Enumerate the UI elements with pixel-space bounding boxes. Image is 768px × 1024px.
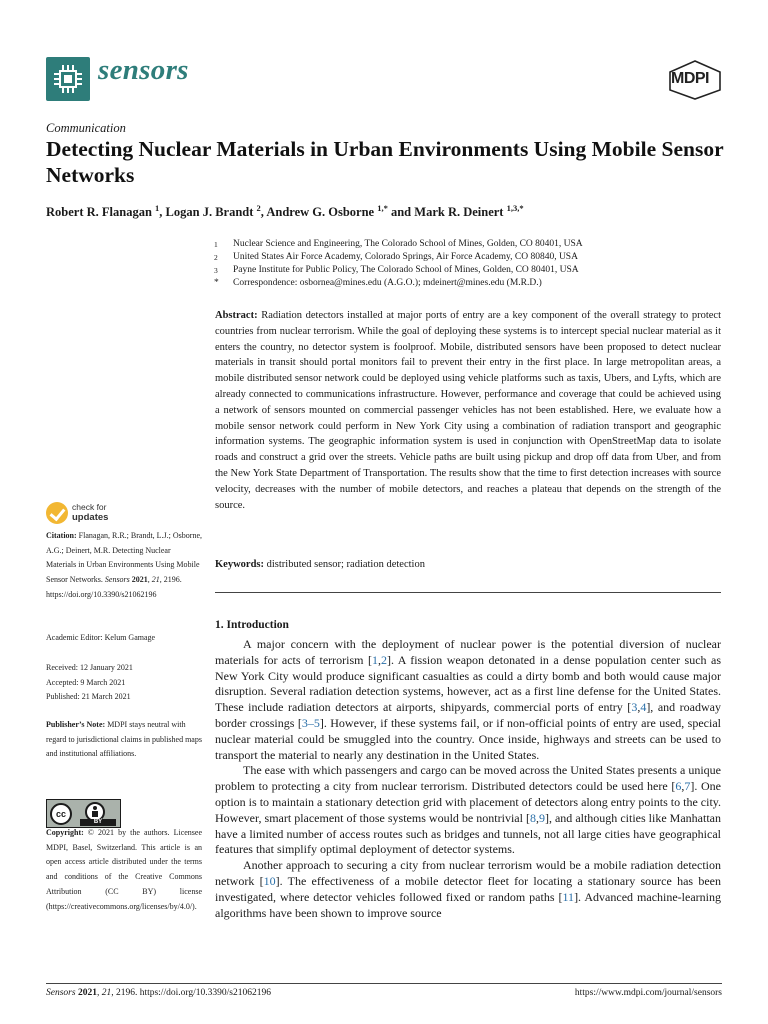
citation-link[interactable]: 7 (684, 779, 691, 794)
citation-journal: Sensors (104, 575, 130, 585)
affiliation-item (214, 264, 724, 277)
sensors-chip-icon (46, 57, 90, 101)
author-name: Mark R. Deinert (414, 205, 504, 220)
citation-link[interactable]: 3 (631, 700, 638, 715)
intro-text: ], and although cities like Manhattan have a limited number of access routes such as bridges and tunnels, not all large cities have geographical features that simplify optimal deployment of detector systems. (215, 810, 721, 857)
author-affiliation-mark: 1,* (377, 203, 388, 213)
intro-text: , (377, 652, 381, 667)
footer-journal-url[interactable]: https://www.mdpi.com/journal/sensors (574, 988, 722, 998)
citation-doi-link[interactable]: https://doi.org/10.3390/s21062196 (46, 589, 157, 599)
keywords-text: distributed sensor; radiation detection (266, 559, 425, 570)
abstract (215, 308, 721, 513)
affiliation-item (214, 251, 724, 264)
publisher-name: MDPI (671, 70, 709, 87)
citation-pages: 2196. (163, 575, 182, 585)
intro-text: ]. Advanced machine-learning algorithms have been shown to improve source (215, 889, 721, 920)
intro-text: ], and roadway border crossings [ (215, 700, 721, 730)
affiliation-item (214, 277, 724, 290)
check-for-updates-icon (46, 502, 68, 524)
author-list (46, 203, 726, 220)
affiliation-text: Nuclear Science and Engineering, The Colorado School of Mines, Golden, CO 80401, USA (233, 239, 583, 249)
intro-text: , (535, 810, 539, 825)
citation-link[interactable]: 1 (371, 652, 378, 667)
intro-text: ]. However, if these systems fail, or if non-official points of entry are used, special nuclear material could be smuggled into the country. Once inside, highways and streets can be used to transport the material to nearly any destination in the United States. (215, 715, 721, 762)
citation-link[interactable]: 3–5 (301, 715, 320, 730)
affiliation-item (214, 238, 724, 251)
citation-link[interactable]: 2 (380, 652, 387, 667)
mdpi-logo-icon (668, 60, 722, 100)
citation-link[interactable]: 6 (675, 779, 682, 794)
check-updates-label: check for (72, 502, 107, 512)
footer-journal: Sensors (46, 988, 76, 998)
published-date: Published: 21 March 2021 (46, 692, 131, 702)
intro-paragraph (215, 763, 721, 858)
intro-text: , (637, 700, 641, 715)
by-label: BY (80, 819, 116, 826)
citation-block: Citation: Flanagan, R.R.; Brandt, L.J.; Osborne, A.G.; Deinert, M.R. Detecting Nuclear Materials in Urban Environments Using Mobile Sensor Networks. Sensors 2021, 21, 2196. https://doi.org/10.3390/s21062196 (46, 531, 202, 599)
intro-text: Another approach to securing a city from nuclear terrorism would be a mobile radiation detection network [ (215, 858, 721, 888)
author-separator: , (260, 205, 267, 220)
citation-link[interactable]: 9 (538, 810, 545, 825)
citation-label: Citation: (46, 531, 77, 540)
footer-volume: 21 (101, 988, 112, 998)
affiliation-mark: 2 (214, 253, 218, 262)
intro-body (215, 637, 721, 921)
affiliation-text: United States Air Force Academy, Colorado Springs, Air Force Academy, CO 80840, USA (233, 252, 578, 262)
cc-by-license-icon[interactable] (46, 799, 121, 828)
check-for-updates-badge[interactable] (46, 500, 166, 528)
check-updates-label-bold: updates (72, 512, 109, 523)
affiliation-mark: * (214, 278, 219, 288)
affiliation-mark: 1 (214, 240, 218, 249)
copyright-block (46, 826, 202, 914)
paper-title: Detecting Nuclear Materials in Urban Environments Using Mobile Sensor Networks (46, 137, 724, 187)
copyright-text: © 2021 by the authors. Licensee MDPI, Basel, Switzerland. This article is an open access article distributed under the terms and conditions of the Creative Commons Attribution (CC BY) license (https://creativecommons.org/licenses/by/4.0/). (46, 828, 203, 911)
intro-text: , (681, 779, 685, 794)
footer-doi[interactable]: 2196. https://doi.org/10.3390/s21062196 (115, 988, 271, 998)
publisher-note (46, 718, 202, 762)
author-name: Robert R. Flanagan (46, 205, 152, 220)
footer-citation: Sensors 2021, 21, 2196. https://doi.org/10.3390/s21062196 (46, 988, 271, 998)
abstract-label: Abstract: (215, 310, 258, 321)
intro-text: The ease with which passengers and cargo can be moved across the United States presents a unique problem to protecting a city from nuclear terrorism. Distributed detectors could be used here [ (215, 763, 721, 794)
affiliations (214, 238, 724, 290)
intro-text: ]. One option is to maintain a stationary detection grid with placement of detectors along entry points to the city. However, smart placement of those systems would be nontrivial [ (215, 779, 721, 825)
citation-volume: 21 (151, 575, 160, 585)
affiliation-text: Payne Institute for Public Policy, The Colorado School of Mines, Golden, CO 80401, USA (233, 265, 579, 275)
intro-paragraph (215, 637, 721, 763)
correspondence-text: Correspondence: osbornea@mines.edu (A.G.O.); mdeinert@mines.edu (M.R.D.) (233, 278, 542, 288)
citation-link[interactable]: 4 (640, 700, 647, 715)
affiliation-mark: 3 (214, 266, 218, 275)
received-date: Received: 12 January 2021 (46, 663, 133, 672)
keywords (215, 559, 721, 570)
author-separator: and (387, 205, 415, 220)
citation-text: Flanagan, R.R.; Brandt, L.J.; Osborne, A.G.; Deinert, M.R. Detecting Nuclear Materials in Urban Environments Using Mobile Sensor Networks. (46, 531, 202, 585)
copyright-label: Copyright: (46, 828, 84, 837)
journal-name: sensors (98, 54, 189, 86)
abstract-text: Radiation detectors installed at major ports of entry are a key component of the overall strategy to protect countries from nuclear terrorism. While the goal of deploying these systems is to intercept special nuclear material as it enters the country, no detector system is foolproof. Mobile, distributed sensors have been proposed to detect nuclear materials in transit should portal monitors fail to prevent their entry in the first place. In large metropolitan areas, a mobile distributed sensor network could be deployed using vehicle platforms such as taxis, Ubers, and Lyfts, which are already connected to communications infrastructure. However, performance and coverage that could be achieved using a network of sensors mounted on commercial passenger vehicles has not been established. Here, we evaluate how a mobile sensor network could perform in New York City using a combination of radiation transport and geographic information systems. The geographic information system is used in conjunction with OpenStreetMap data to isolate roads and construct a grid over the streets. Vehicle paths are built using pickup and drop off data from Uber, and from the New York State Department of Transportation. The results show that the time to first detection increases with source velocity, decreases with the number of mobile detectors, and reaches a plateau that depends on the strength of the source. (215, 310, 721, 511)
author-affiliation-mark: 1 (155, 203, 160, 213)
citation-link[interactable]: 8 (529, 810, 536, 825)
author-affiliation-mark: 2 (256, 203, 261, 213)
citation-link[interactable]: 11 (562, 889, 575, 904)
publication-dates (46, 661, 202, 705)
section-heading: 1. Introduction (215, 619, 289, 631)
academic-editor: Academic Editor: Kelum Gamage (46, 633, 156, 642)
publisher-note-label: Publisher’s Note: (46, 720, 106, 729)
citation-link[interactable]: 10 (263, 873, 276, 888)
cc-icon: cc (50, 803, 72, 825)
intro-text: ]. A fission weapon detonated in a dense population center such as New York City would produce significant casualties as could a dirty bomb and both would cause major disruption. Several radiation detection systems, however, act as a first line defense for the United States. These include radiation detectors at airports, shipyards, commercial ports of entry [ (215, 652, 722, 715)
article-type: Communication (46, 121, 126, 135)
accepted-date: Accepted: 9 March 2021 (46, 677, 126, 687)
intro-text: ]. The effectiveness of a mobile detector fleet for locating a stationary source has been investigated, where detector vehicles followed fixed or random paths [ (215, 873, 722, 904)
section-divider (215, 592, 721, 593)
author-separator: , (159, 205, 166, 220)
footer-year: 2021 (77, 988, 97, 998)
publisher-note-text: MDPI stays neutral with regard to jurisdictional claims in published maps and institutional affiliations. (46, 720, 202, 759)
author-affiliation-mark: 1,3,* (506, 203, 524, 213)
author-name: Logan J. Brandt (165, 205, 254, 220)
keywords-label: Keywords: (215, 559, 264, 570)
intro-paragraph (215, 858, 721, 921)
author-name: Andrew G. Osborne (266, 205, 375, 220)
intro-text: A major concern with the deployment of nuclear power is the potential diversion of nuclear materials for acts of terrorism [ (215, 637, 721, 667)
citation-year: 2021 (131, 575, 148, 585)
footer-divider (46, 983, 722, 984)
